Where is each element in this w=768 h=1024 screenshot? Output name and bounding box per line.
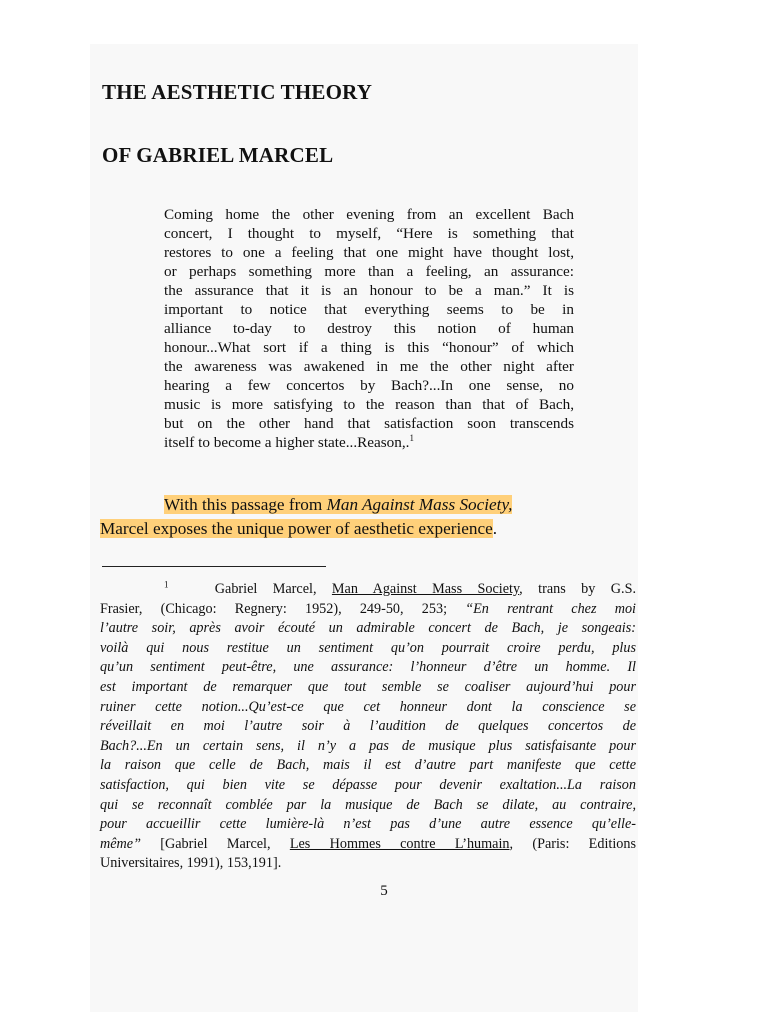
footnote-french-line: qu’un sentiment peut-être, une assurance: l’honneur d’être un homme. Il	[100, 659, 636, 676]
quote-line: hearing a few concertos by Bach?...In one sense, no	[164, 377, 574, 394]
highlight-segment: Marcel exposes the unique power of aesthetic experience	[100, 519, 493, 538]
title-line-1: THE AESTHETIC THEORY	[102, 80, 373, 104]
quote-line-last	[164, 433, 574, 452]
footnote-text: [Gabriel Marcel,	[140, 835, 290, 852]
quote-line: but on the other hand that satisfaction soon transcends	[164, 415, 574, 432]
footnote-book-title: Man Against Mass Society	[331, 581, 520, 597]
page-number: 5	[380, 883, 388, 899]
footnote-french-line: pour accueillir cette lumière-là n’est pas d’une autre essence qu’elle-	[100, 816, 636, 833]
quote-line: Coming home the other evening from an excellent Bach	[164, 206, 574, 223]
body-text-prefix: With this passage from	[164, 495, 327, 514]
footnote-french-line: la raison que celle de Bach, mais il est d’autre part manifeste que cette	[100, 757, 636, 774]
quote-line: music is more satisfying to the reason than that of Bach,	[164, 396, 574, 413]
quote-line: or perhaps something more than a feeling, an assurance:	[164, 263, 574, 280]
book-title-italic: Man Against Mass Society,	[326, 495, 513, 514]
footnote-author: Gabriel Marcel,	[214, 581, 332, 597]
body-line-2	[100, 517, 630, 541]
footnote-french-line: réveillait en moi l’autre soir à l’audition de quelques concertos de	[100, 718, 636, 735]
footnote-french-line: l’autre soir, après avoir écouté un admirable concert de Bach, je songeais:	[100, 620, 636, 637]
footnote-text: , trans by G.S.	[519, 581, 637, 597]
quote-line: concert, I thought to myself, “Here is something that	[164, 225, 574, 242]
footnote-divider	[102, 566, 326, 567]
footnote-text: Frasier, (Chicago: Regnery: 1952), 249-50, 253;	[100, 600, 466, 617]
footnote-french-text: “En rentrant chez moi	[465, 600, 636, 617]
quote-line: honour...What sort if a thing is this “honour” of which	[164, 339, 574, 356]
footnote-line	[100, 600, 636, 620]
footnote-line	[100, 835, 636, 855]
quote-line: the assurance that it is an honour to be a man.” It is	[164, 282, 574, 299]
footnote-reference: 1	[409, 432, 414, 443]
footnote-french-line: est important de remarquer que tout semble se coaliser aujourd’hui pour	[100, 678, 636, 695]
footnote	[100, 580, 636, 874]
footnote-french-text: même”	[100, 835, 141, 852]
body-line-end: .	[492, 519, 498, 538]
footnote-french-line: ruiner cette notion...Qu’est-ce que cet honneur dont la conscience se	[100, 698, 636, 715]
highlight-segment	[164, 495, 512, 514]
quote-line: alliance to-day to destroy this notion of human	[164, 320, 574, 337]
quote-line: important to notice that everything seems to be in	[164, 301, 574, 318]
footnote-french-line: qui se reconnaît comblée par la musique de Bach se dilate, au contraire,	[100, 796, 636, 813]
quote-line: restores to one a feeling that one might have thought lost,	[164, 244, 574, 261]
footnote-text: , (Paris: Editions	[509, 835, 636, 852]
block-quote	[164, 205, 574, 452]
quote-line: the awareness was awakened in me the other night after	[164, 358, 574, 375]
quote-line-text: itself to become a higher state...Reason,.	[164, 434, 410, 451]
footnote-number: 1	[164, 579, 169, 590]
footnote-book-title: Les Hommes contre L’humain	[289, 835, 510, 852]
body-paragraph	[100, 493, 630, 541]
footnote-line: Universitaires, 1991), 153,191].	[100, 855, 282, 872]
title-line-2: OF GABRIEL MARCEL	[102, 143, 334, 167]
footnote-french-line: Bach?...En un certain sens, il n’y a pas de musique plus satisfaisante pour	[100, 737, 636, 754]
footnote-line	[100, 580, 636, 600]
body-line-1	[100, 493, 630, 517]
footnote-french-line: voilà qui nous restitue un sentiment qu’on pourrait croire perdu, plus	[100, 639, 636, 656]
footnote-french-line: satisfaction, qui bien vite se dépasse pour devenir exaltation...La raison	[100, 776, 636, 793]
